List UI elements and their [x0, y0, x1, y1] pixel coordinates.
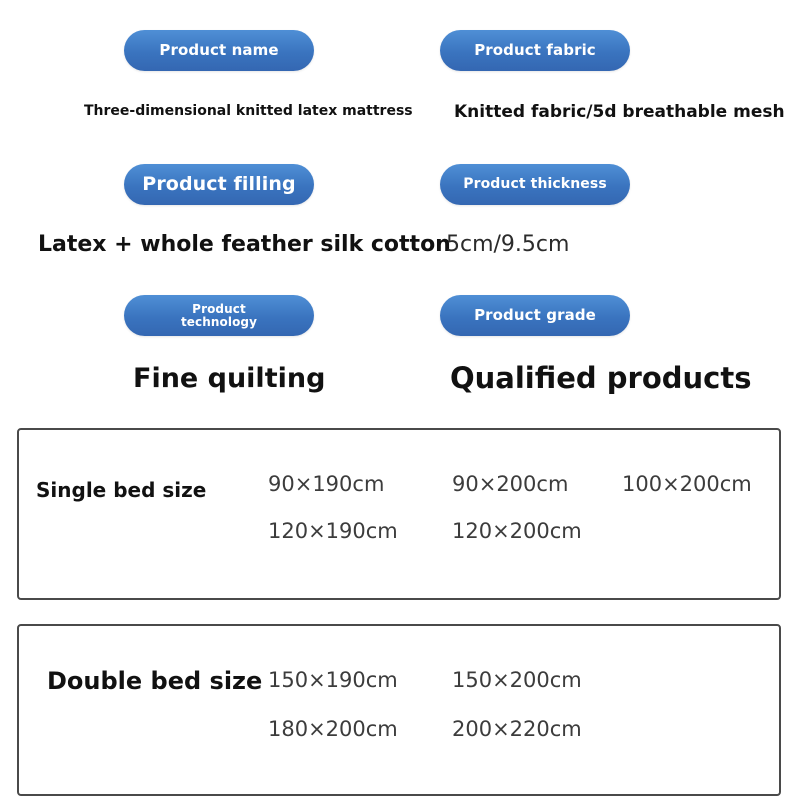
single-bed-size-value: 90×200cm [452, 472, 569, 496]
badge-label: Product thickness [463, 176, 607, 193]
badge-product-grade [440, 295, 630, 336]
value-product-fabric: Knitted fabric/5d breathable mesh [454, 102, 785, 122]
single-bed-size-value: 90×190cm [268, 472, 385, 496]
single-bed-size-value: 120×200cm [452, 519, 582, 543]
value-product-thickness: 5cm/9.5cm [446, 232, 570, 257]
badge-label: Product filling [142, 172, 296, 195]
double-bed-size-label: Double bed size [47, 667, 263, 695]
double-bed-size-value: 150×190cm [268, 668, 398, 692]
single-bed-size-value: 120×190cm [268, 519, 398, 543]
single-bed-size-box [17, 428, 781, 600]
badge-label: Product name [159, 40, 279, 59]
single-bed-size-label: Single bed size [36, 478, 207, 502]
badge-product-name [124, 30, 314, 71]
badge-label: Product technology [180, 301, 258, 329]
single-bed-size-value: 100×200cm [622, 472, 752, 496]
double-bed-size-value: 200×220cm [452, 717, 582, 741]
value-product-grade: Qualified products [450, 361, 752, 395]
badge-product-fabric [440, 30, 630, 71]
badge-product-thickness [440, 164, 630, 205]
badge-label: Product grade [474, 305, 596, 324]
badge-label: Product fabric [474, 40, 596, 59]
value-product-filling: Latex + whole feather silk cotton [38, 232, 451, 257]
double-bed-size-value: 180×200cm [268, 717, 398, 741]
double-bed-size-value: 150×200cm [452, 668, 582, 692]
value-product-technology: Fine quilting [133, 363, 326, 394]
double-bed-size-box [17, 624, 781, 796]
badge-product-filling [124, 164, 314, 205]
badge-product-technology [124, 295, 314, 336]
value-product-name: Three-dimensional knitted latex mattress [84, 103, 413, 119]
